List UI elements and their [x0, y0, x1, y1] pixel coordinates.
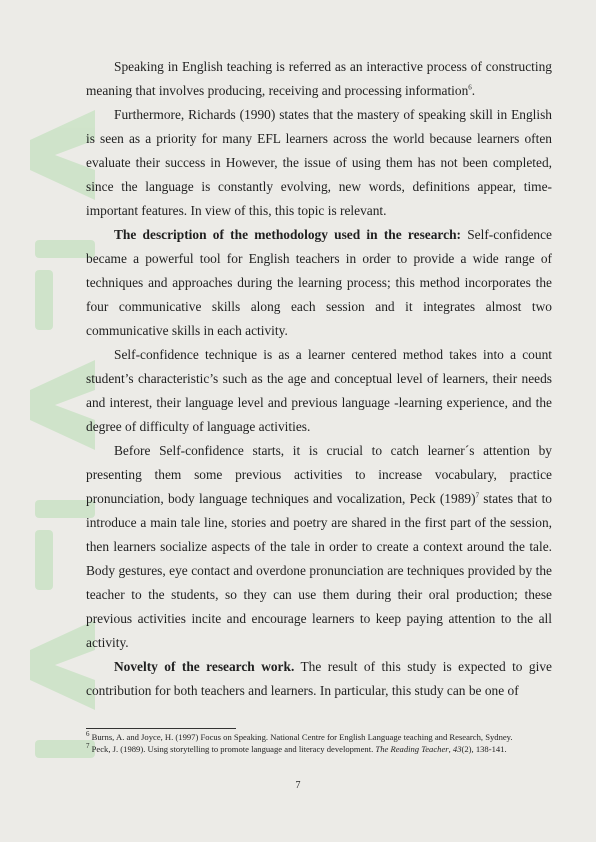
footnote-7	[86, 741, 552, 755]
footnotes	[86, 732, 552, 755]
paragraph-1	[86, 55, 552, 103]
page-number: 7	[295, 780, 301, 791]
footnote-number: 7	[86, 741, 90, 750]
paragraph-5	[86, 439, 552, 655]
paragraph-3	[86, 223, 552, 343]
footnote-6	[86, 732, 552, 743]
paragraph-1-tail: .	[471, 83, 476, 98]
footnote-journal-title: The Reading Teacher	[375, 743, 449, 754]
paragraph-6-text: The result of this study is expected to give contribution for both teachers and learners. In particular, this study can be one of	[86, 659, 552, 698]
footnote-divider	[86, 728, 236, 729]
footnote-number: 6	[86, 730, 90, 739]
body-text	[86, 55, 552, 703]
footnote-pages: (2), 138-141.	[461, 743, 507, 754]
section-heading-novelty: Novelty of the research work.	[114, 659, 295, 674]
paragraph-5-text-after: states that to introduce a main tale line, stories and poetry are shared in the first part of the session, then learners socialize aspects of the tale in order to create a context around the tale. Body gestures, eye contact and overdone pronunciation are techniques provided by the teacher to the students, so they can use them during their oral production; these previous activities incite and encourage learners to keep paying attention to the all activity.	[86, 491, 552, 650]
paragraph-6	[86, 655, 552, 703]
paragraph-3-text: Self-confidence became a powerful tool for English teachers in order to provide a wide range of techniques and approaches during the learning process; this method incorporates the four communicative skills along each session and it integrates almost two communicative skills in each activity.	[86, 227, 552, 338]
paragraph-5-text-before: Before Self-confidence starts, it is crucial to catch learner´s attention by presenting them some previous activities to increase vocabulary, practice pronunciation, body language techniques and vocalization, Peck (1989)	[86, 443, 552, 506]
footnote-ref-7[interactable]: 7	[475, 491, 480, 500]
footnote-text: Burns, A. and Joyce, H. (1997) Focus on Speaking. National Centre for English Language teaching and Research, Sydney.	[89, 732, 513, 742]
paragraph-1-text: Speaking in English teaching is referred as an interactive process of constructing meaning that involves producing, receiving and processing information	[86, 59, 552, 98]
section-heading-methodology: The description of the methodology used in the research:	[114, 227, 461, 242]
footnote-text: Peck, J. (1989). Using storytelling to promote language and literacy development.	[89, 743, 376, 754]
footnote-volume: 43	[452, 743, 462, 754]
paragraph-4: Self-confidence technique is as a learner centered method takes into a count student’s characteristic’s such as the age and conceptual level of learners, their needs and interest, their language level and previous language -learning experience, and the degree of difficulty of language activities.	[86, 347, 552, 434]
paragraph-2: Furthermore, Richards (1990) states that the mastery of speaking skill in English is seen as a priority for many EFL learners across the world because learners often evaluate their success in However, the issue of using them has not been completed, since the language is constantly evolving, new words, definitions appear, time-important features. In view of this, this topic is relevant.	[86, 107, 552, 218]
footnote-ref-6[interactable]: 6	[468, 83, 472, 92]
footnote-separator: ,	[448, 743, 453, 754]
